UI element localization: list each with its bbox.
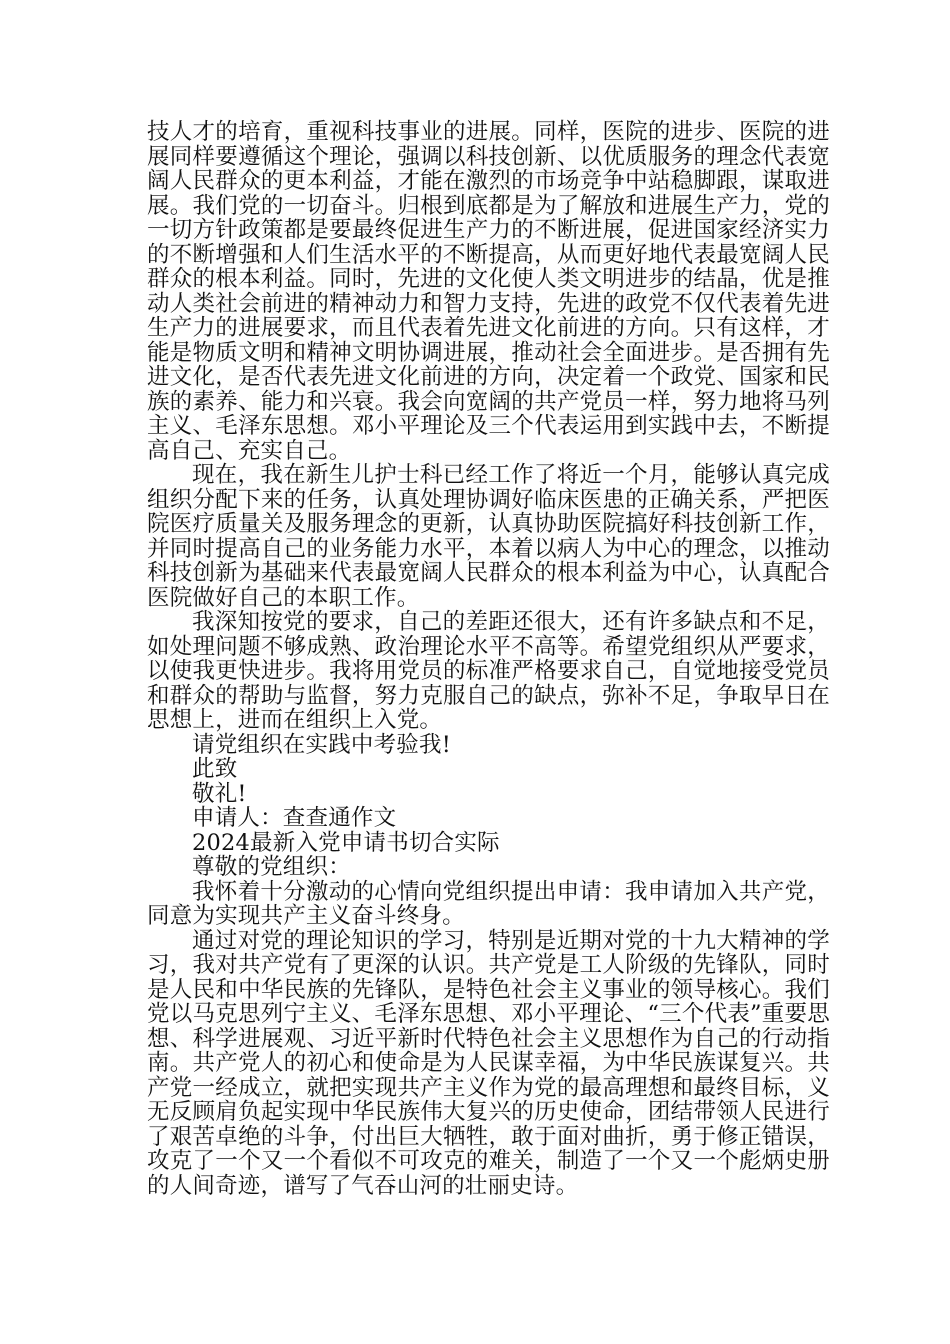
letter-greeting: 尊敬的党组织： <box>192 854 351 880</box>
closing-request: 请党组织在实践中考验我! <box>192 731 451 758</box>
paragraph-current-work: 现在，我在新生儿护士科已经工作了将近一个月，能够认真完成组织分配下来的任务，认真处理协调好临床医患的正确关系，严把医院医疗质量关及服务理念的更新，认真协助医院搞好科技创新工作，并同时提高自己的业务能力水平，本着以病人为中心的理念，以推动科技创新为基础来代表最宽阔人民群众的根本利益为中心，认真配合医院做好自己的本职工作。 <box>147 462 830 611</box>
paragraph-party-theory: 通过对党的理论知识的学习，特别是近期对党的十九大精神的学习，我对共产党有了更深的认识。共产党是工人阶级的先锋队，同时是人民和中华民族的先锋队，是特色社会主义事业的领导核心。我们党以马克思列宁主义、毛泽东思想、邓小平理论、“三个代表”重要思想、科学进展观、习近平新时代特色社会主义思想作为自己的行动指南。共产党人的初心和使命是为人民谋幸福，为中华民族谋复兴。共产党一经成立，就把实现共产主义作为党的最高理想和最终目标，义无反顾肩负起实现中华民族伟大复兴的历史使命，团结带领人民进行了艰苦卓绝的斗争，付出巨大牺牲，敢于面对曲折，勇于修正错误，攻克了一个又一个看似不可攻克的难关，制造了一个又一个彪炳史册的人间奇迹，谱写了气吞山河的壮丽史诗。 <box>147 927 830 1199</box>
paragraph-self-reflection: 我深知按党的要求，自己的差距还很大，还有许多缺点和不足，如处理问题不够成熟、政治理论水平不高等。希望党组织从严要求，以使我更快进步。我将用党员的标准严格要求自己，自觉地接受党员和群众的帮助与监督，努力克服自己的缺点，弥补不足，争取早日在思想上，进而在组织上入党。 <box>147 609 830 733</box>
section-title: 2024最新入党申请书切合实际 <box>192 829 500 856</box>
paragraph-application: 我怀着十分激动的心情向党组织提出申请：我申请加入共产党，同意为实现共产主义奋斗终身。 <box>147 878 830 929</box>
closing-regards: 敬礼! <box>192 780 247 807</box>
paragraph-continuation: 技人才的培育，重视科技事业的进展。同样，医院的进步、医院的进展同样要遵循这个理论，强调以科技创新、以优质服务的理念代表宽阔人民群众的更本利益，才能在激烈的市场竞争中站稳脚跟，谋取进展。我们党的一切奋斗。归根到底都是为了解放和进展生产力，党的一切方针政策都是要最终促进生产力的不断进展，促进国家经济实力的不断增强和人们生活水平的不断提高，从而更好地代表最宽阔人民群众的根本利益。同时，先进的文化使人类文明进步的结晶，优是推动人类社会前进的精神动力和智力支持，先进的政党不仅代表着先进生产力的进展要求，而且代表着先进文化前进的方向。只有这样，才能是物质文明和精神文明协调进展，推动社会全面进步。是否拥有先进文化，是否代表先进文化前进的方向，决定着一个政党、国家和民族的素养、能力和兴衰。我会向宽阔的共产党员一样，努力地将马列主义、毛泽东思想。邓小平理论及三个代表运用到实践中去，不断提高自己、充实自己。 <box>147 119 830 464</box>
applicant-signature: 申请人：查查通作文 <box>192 805 397 831</box>
document-body <box>147 120 830 1198</box>
closing-salutation: 此致 <box>192 756 238 782</box>
